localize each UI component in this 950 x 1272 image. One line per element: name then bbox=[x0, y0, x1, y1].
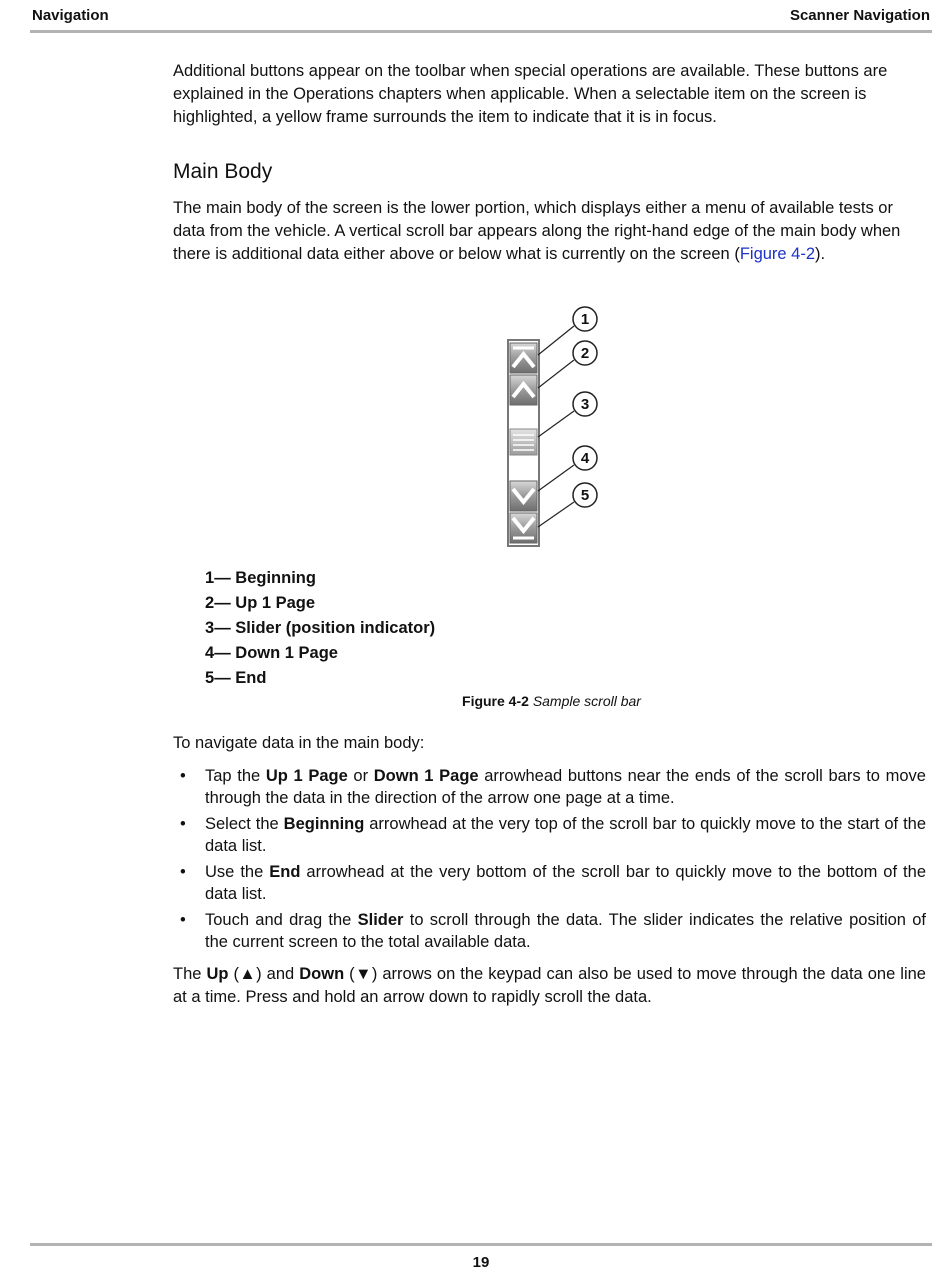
figure-legend bbox=[205, 566, 435, 691]
end-button[interactable] bbox=[510, 513, 537, 543]
legend-item: 5— End bbox=[205, 669, 267, 687]
closing-paragraph: The Up (▲) and Down (▼) arrows on the keypad can also be used to move through the data one line at a time. Press and hold an arrow down to rapidly scroll the data. bbox=[173, 965, 926, 1006]
list-item: • Touch and drag the Slider to scroll through the data. The slider indicates the relative position of the current screen to the total available data. bbox=[180, 911, 926, 951]
callout-1-number: 1 bbox=[580, 311, 590, 328]
list-item: • Select the Beginning arrowhead at the very top of the scroll bar to quickly move to the start of the data list. bbox=[180, 815, 927, 855]
up-page-button[interactable] bbox=[510, 375, 537, 405]
callout-4-number: 4 bbox=[580, 450, 590, 467]
legend-item: 2— Up 1 Page bbox=[205, 594, 316, 612]
callout-leaders bbox=[538, 326, 574, 527]
page-number: 19 bbox=[472, 1254, 490, 1271]
running-header-right: Scanner Navigation bbox=[789, 7, 930, 24]
list-item: • Use the End arrowhead at the very bottom of the scroll bar to quickly move to the bottom of the data list. bbox=[180, 863, 926, 903]
list-item: • Tap the Up 1 Page or Down 1 Page arrowhead buttons near the ends of the scroll bars to move through the data in the direction of the arrow one page at a time. bbox=[180, 767, 926, 807]
running-header-left: Navigation bbox=[32, 7, 109, 24]
scroll-bar-figure bbox=[497, 303, 607, 550]
slider-thumb[interactable] bbox=[510, 429, 537, 455]
figure-link[interactable]: Figure 4-2 bbox=[739, 245, 816, 263]
intro-paragraph: Additional buttons appear on the toolbar when special operations are available. These buttons are explained in the Operations chapters when applicable. When a selectable item on the screen is highlighted, a yellow frame surrounds the item to indicate that it is in focus. bbox=[173, 62, 888, 126]
down-page-button[interactable] bbox=[510, 481, 537, 511]
header-rule bbox=[30, 30, 932, 33]
callout-3-number: 3 bbox=[580, 396, 590, 413]
legend-item: 1— Beginning bbox=[205, 569, 316, 587]
section-heading: Main Body bbox=[173, 160, 273, 183]
navigation-bullet-list bbox=[173, 765, 926, 957]
main-body-paragraph: The main body of the screen is the lower portion, which displays either a menu of available tests or data from the vehicle. A vertical scroll bar appears along the right-hand edge of the main body when there is additional data either above or below what is currently on the screen (Figure 4-2). bbox=[173, 199, 901, 263]
figure-caption: Figure 4-2 Sample scroll bar bbox=[462, 693, 641, 709]
beginning-button[interactable] bbox=[510, 343, 537, 373]
callout-5-number: 5 bbox=[580, 487, 590, 504]
legend-item: 4— Down 1 Page bbox=[205, 644, 338, 662]
callout-2-number: 2 bbox=[580, 345, 590, 362]
legend-item: 3— Slider (position indicator) bbox=[205, 619, 436, 637]
navigate-intro: To navigate data in the main body: bbox=[173, 734, 425, 752]
footer-rule bbox=[30, 1243, 932, 1246]
